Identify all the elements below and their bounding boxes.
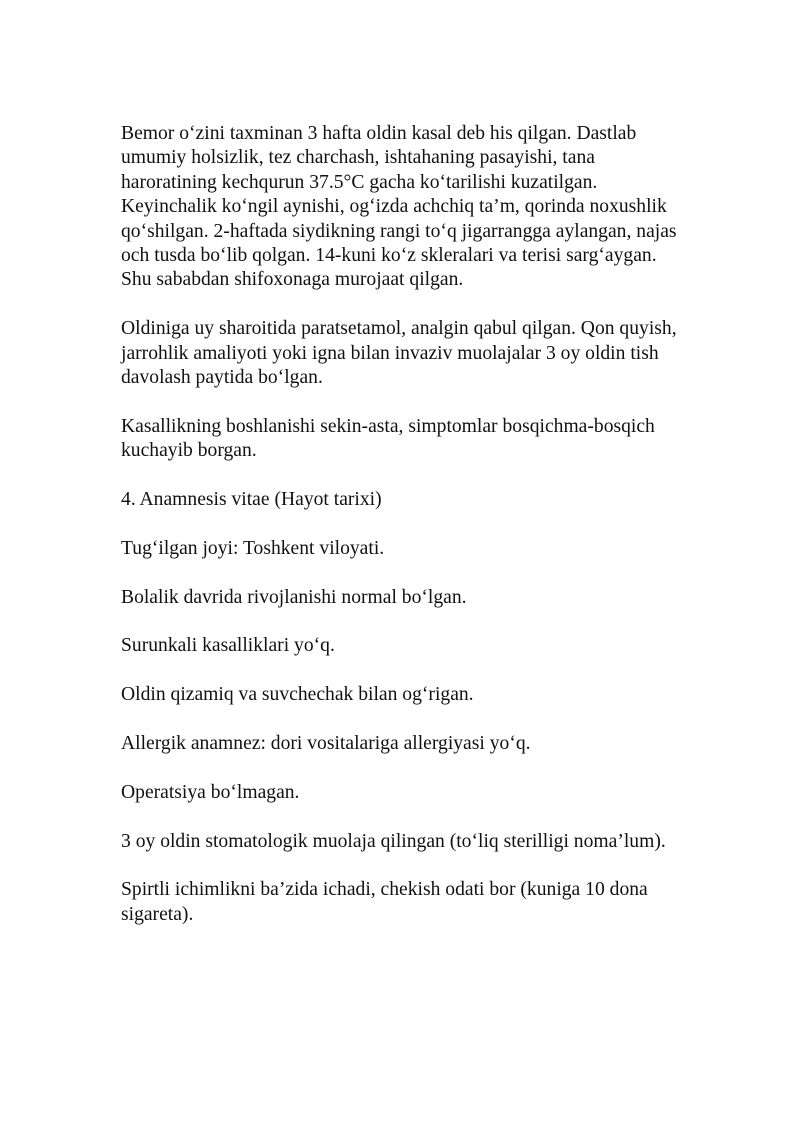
childhood-development-line: Bolalik davrida rivojlanishi normal bo‘lgan.: [121, 586, 467, 608]
onset-character-paragraph: Kasallikning boshlanishi sekin-asta, simptomlar bosqichma-bosqich kuchayib borgan.: [121, 415, 655, 462]
allergy-history-line: Allergik anamnez: dori vositalariga allergiyasi yo‘q.: [121, 733, 531, 755]
section-heading: 4. Anamnesis vitae (Hayot tarixi): [121, 489, 382, 511]
surgery-history-line: Operatsiya bo‘lmagan.: [121, 781, 300, 803]
past-infections-line: Oldin qizamiq va suvchechak bilan og‘rigan.: [121, 684, 474, 706]
document-page: [121, 122, 681, 952]
chronic-diseases-line: Surunkali kasalliklari yo‘q.: [121, 635, 335, 657]
birthplace-line: Tug‘ilgan joyi: Toshkent viloyati.: [121, 537, 385, 559]
dental-procedure-line: 3 oy oldin stomatologik muolaja qilingan (to‘liq sterilligi noma’lum).: [121, 830, 666, 852]
habits-line: Spirtli ichimlikni ba’zida ichadi, chekish odati bor (kuniga 10 dona sigareta).: [121, 879, 648, 925]
prior-treatment-paragraph: Oldiniga uy sharoitida paratsetamol, analgin qabul qilgan. Qon quyish, jarrohlik amaliyoti yoki igna bilan invaziv muolajalar 3 oy oldin tish davolash paytida bo‘lgan.: [121, 318, 677, 389]
history-onset-paragraph: Bemor o‘zini taxminan 3 hafta oldin kasal deb his qilgan. Dastlab umumiy holsizlik, tez charchash, ishtahaning pasayishi, tana haroratining kechqurun 37.5°C gacha ko‘tarilishi kuzatilgan. Keyinchalik ko‘ngil aynishi, og‘izda achchiq ta’m, qorinda noxushlik qo‘shilgan. 2-haftada siydikning rangi to‘q jigarrangga aylangan, najas och tusda bo‘lib qolgan. 14-kuni ko‘z skleralari va terisi sarg‘aygan. Shu sababdan shifoxonaga murojaat qilgan.: [121, 123, 677, 291]
